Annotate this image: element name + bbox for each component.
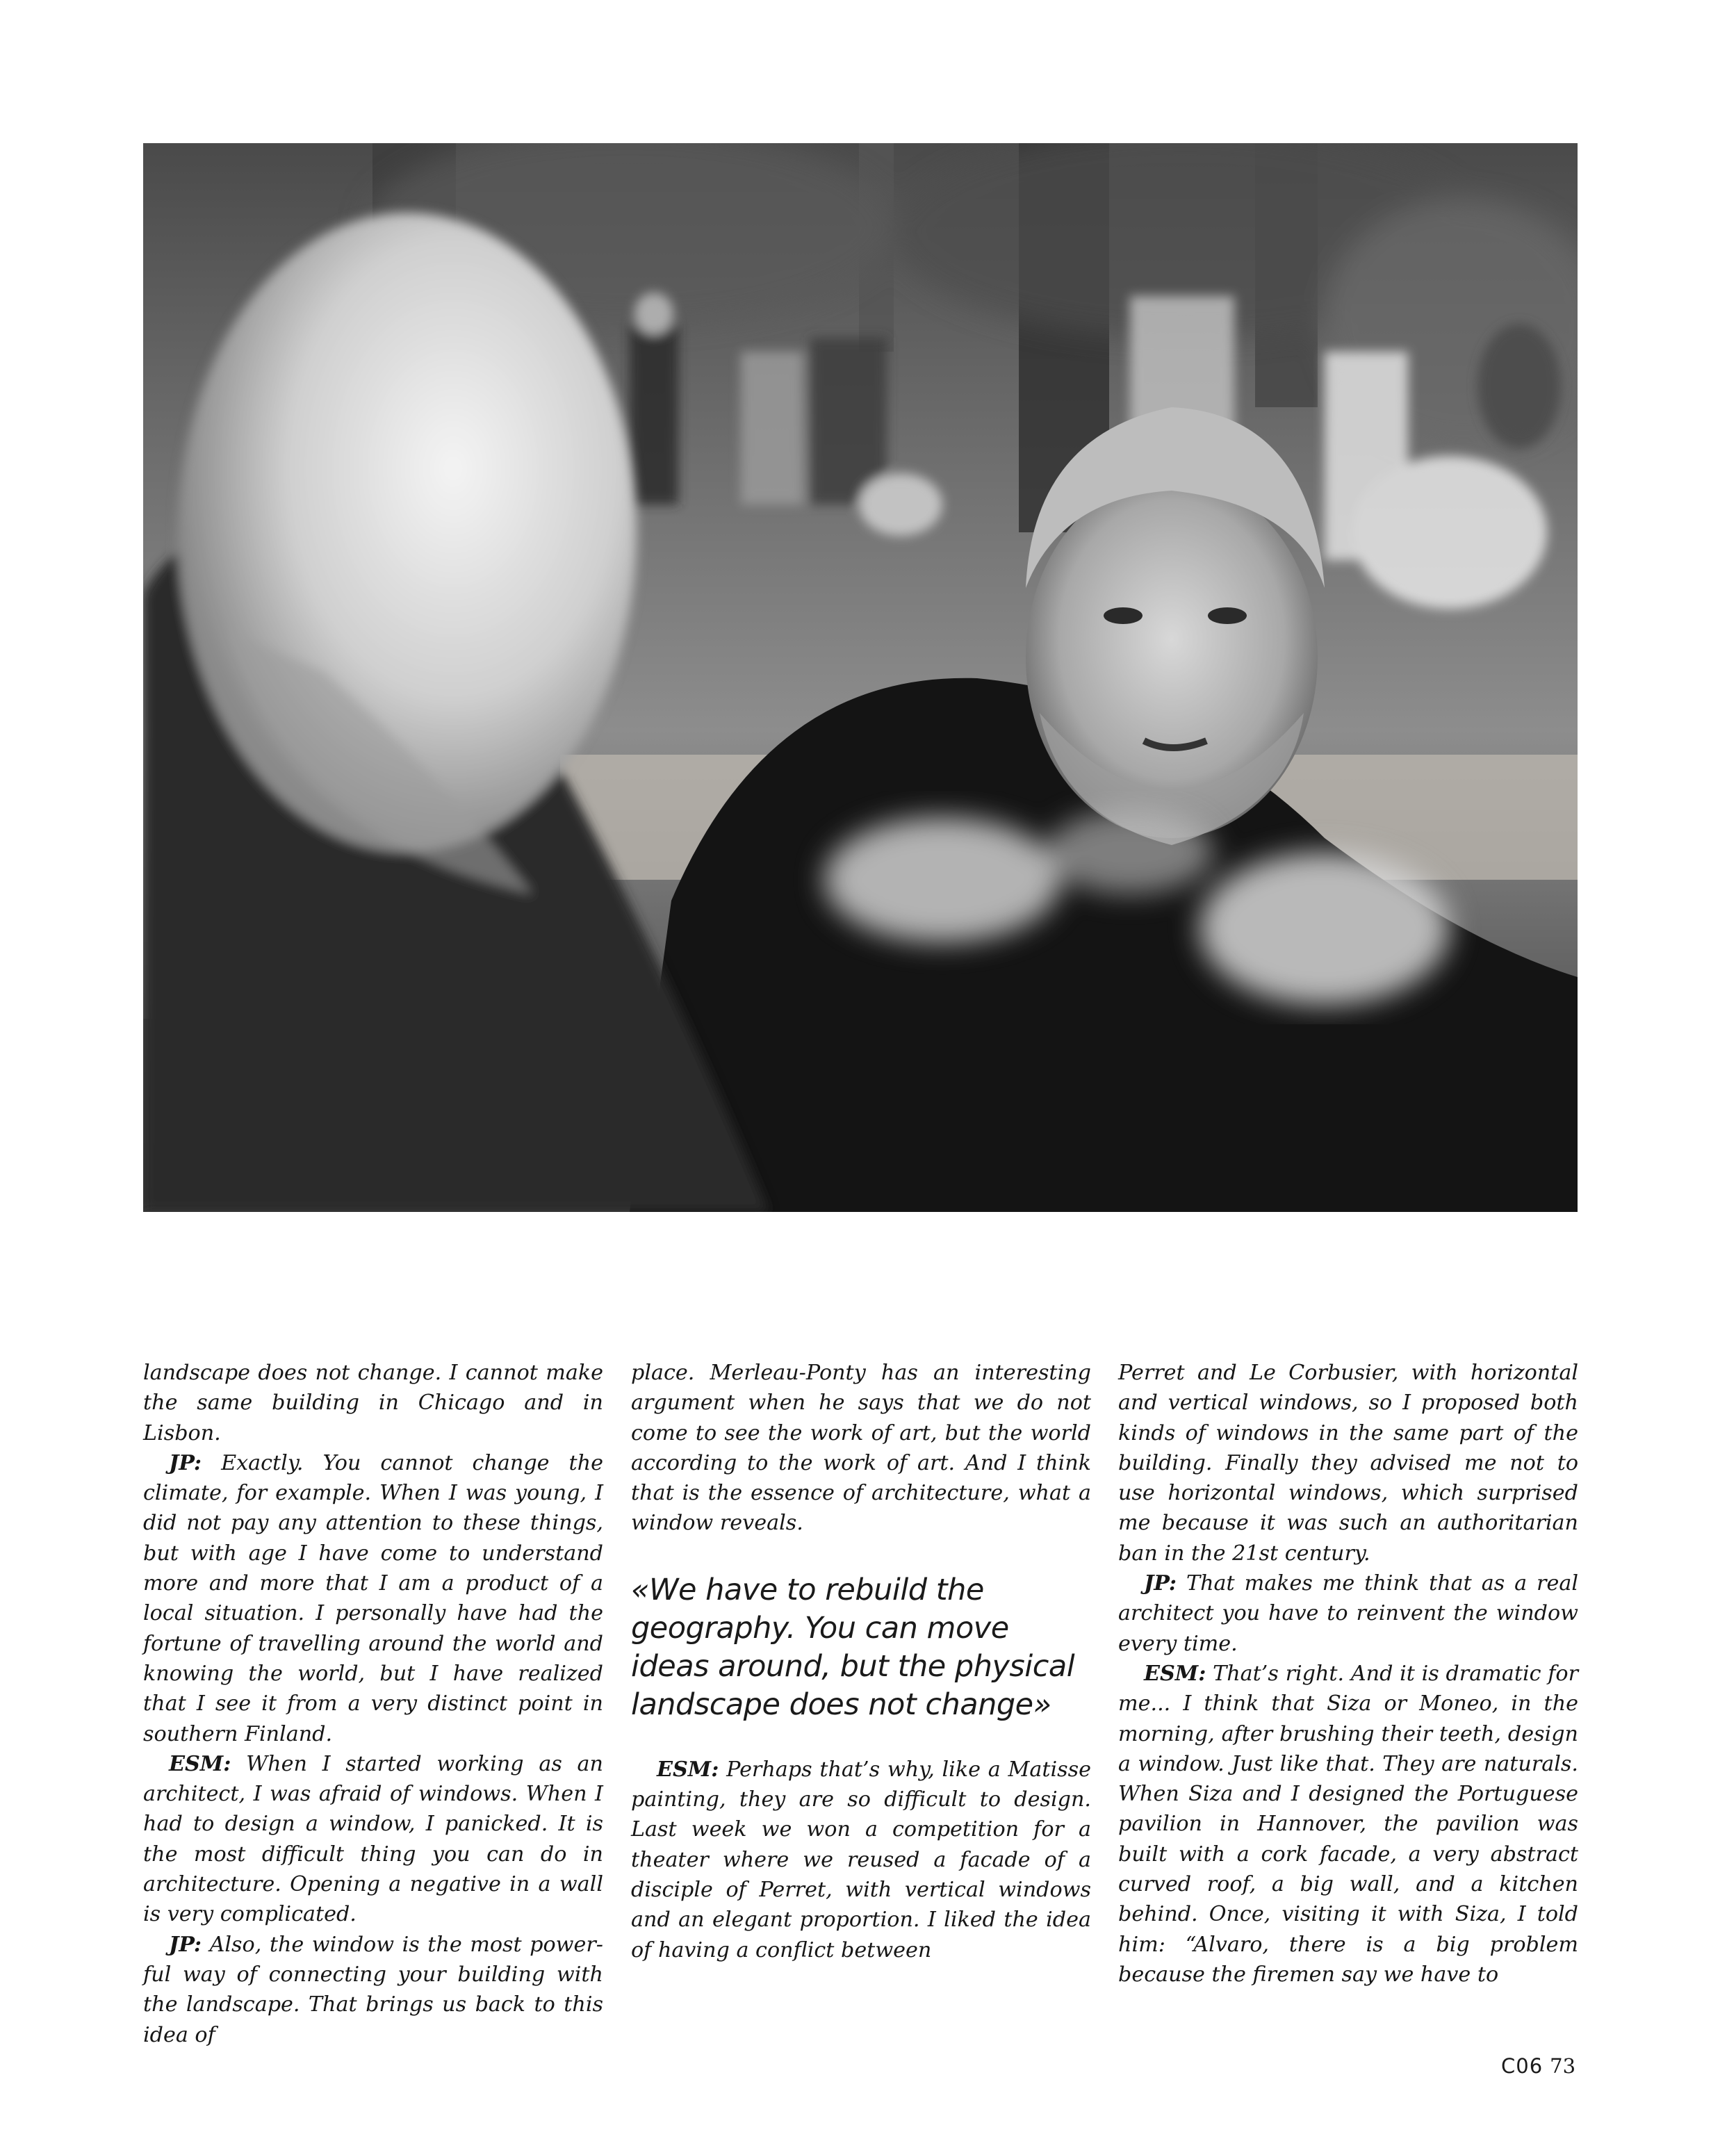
paragraph-text: Perhaps that’s why, like a Matisse painting, they are so difficult to design. Last week we won a competition for a theater where we reused a facade of a disciple of Perret, with vertical windows and an elegant proportion. I liked the idea of having a conflict between — [631, 1757, 1091, 1962]
paragraph-text: Exactly. You cannot change the climate, for example. When I was young, I did not pay any attention to these things, but with age I have come to understand more and more that I am a product of a local situation. I personally have had the fortune of travelling around the world and knowing the world, but I have realized that I see it from a very distinct point in southern Finland. — [143, 1450, 603, 1746]
paragraph — [1118, 1568, 1578, 1659]
paragraph — [1118, 1659, 1578, 1990]
text-column-1 — [143, 1358, 603, 2050]
text-column-3 — [1118, 1358, 1578, 1990]
paragraph-text: landscape does not change. I cannot make the same building in Chicago and in Lisbon. — [143, 1361, 603, 1445]
interview-photo — [143, 143, 1578, 1212]
magazine-issue-code: C06 — [1501, 2054, 1543, 2078]
paragraph-text: place. Merleau-Ponty has an interesting argument when he says that we do not come to see the work of art, but the world according to the work of art. And I think that is the essence of architecture, what a window reveals. — [631, 1361, 1091, 1536]
paragraph — [143, 1448, 603, 1749]
speaker-label: JP: — [169, 1450, 202, 1475]
page-folio — [1501, 2055, 1575, 2077]
paragraph-text: When I started working as an architect, I was afraid of windows. When I had to design a window, I panicked. It is the most difficult thing you can do in architecture. Opening a negative in a wall is very complicated. — [143, 1751, 603, 1927]
paragraph — [631, 1358, 1091, 1539]
speaker-label: ESM: — [169, 1751, 231, 1776]
speaker-label: JP: — [1144, 1571, 1177, 1596]
paragraph-text: That’s right. And it is dramatic for me... I think that Siza or Moneo, in the morning, after brushing their teeth, design a window. Just like that. They are naturals. When Siza and I designed the Portuguese pavilion in Hannover, the pavilion was built with a cork facade, a very abstract curved roof, a big wall, and a kitchen behind. Once, visiting it with Siza, I told him: “Alvaro, there is a big problem because the firemen say we have to — [1118, 1661, 1578, 1987]
paragraph — [1118, 1358, 1578, 1568]
speaker-label: JP: — [169, 1932, 202, 1957]
paragraph — [143, 1358, 603, 1448]
photo-two-men-talking-icon — [143, 143, 1578, 1212]
paragraph-text: Perret and Le Corbusier, with horizontal and vertical windows, so I proposed both kinds of windows in the same part of the building. Finally they advised me not to use horizontal windows, which surprised me because it was such an authoritarian ban in the 21st century. — [1118, 1361, 1578, 1566]
speaker-label: ESM: — [1144, 1661, 1206, 1686]
paragraph — [143, 1749, 603, 1930]
paragraph — [631, 1755, 1091, 1965]
speaker-label: ESM: — [657, 1757, 719, 1782]
paragraph — [143, 1930, 603, 2050]
text-column-2 — [631, 1358, 1091, 1965]
pull-quote: «We have to rebuild the geography. You can move ideas around, but the physical landscape does not change» — [631, 1572, 1075, 1722]
page-number: 73 — [1550, 2054, 1576, 2078]
paragraph-text: Also, the window is the most powerful way of connecting your building with the landscape. That brings us back to this idea of — [143, 1932, 603, 2047]
paragraph-text: That makes me think that as a real architect you have to reinvent the window every time. — [1118, 1571, 1578, 1656]
